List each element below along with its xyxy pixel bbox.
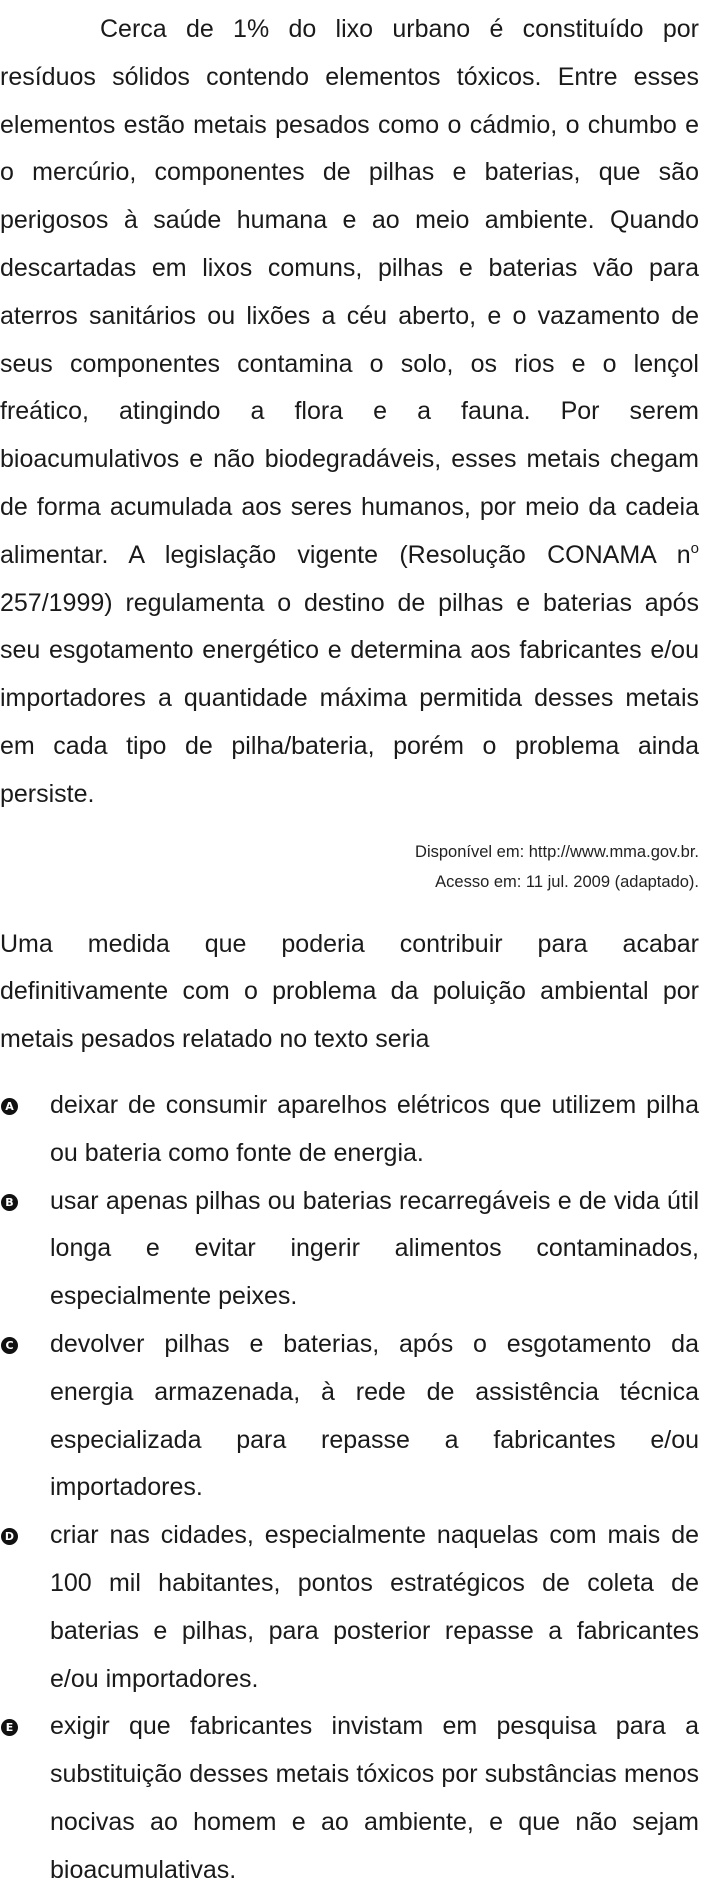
option-b-letter-badge: B [1,1194,18,1211]
option-b[interactable] [0,1178,699,1321]
option-e-letter-badge: E [1,1719,18,1736]
option-a-letter-badge: A [1,1098,18,1115]
ordinal-superscript: o [690,539,699,557]
question-page [0,6,715,1894]
option-a[interactable] [0,1082,699,1178]
source-url-line: Disponível em: http://www.mma.gov.br. [415,842,699,861]
option-c-letter-badge: C [1,1337,18,1354]
option-c-text: devolver pilhas e baterias, após o esgotamento da energia armazenada, à rede de assistência técnica especializada para repasse a fabricantes e/ou importadores. [50,1329,699,1502]
option-d-letter-badge: D [1,1528,18,1545]
source-access-line: Acesso em: 11 jul. 2009 (adaptado). [435,872,699,891]
option-c[interactable] [0,1321,699,1512]
passage-text [0,6,699,819]
passage-part-1: Cerca de 1% do lixo urbano é constituído por resíduos sólidos contendo elementos tóxicos. Entre esses elementos estão metais pesados como o cádmio, o chumbo e o mercúrio, componentes de pilhas e baterias, que são perigosos à saúde humana e ao meio ambiente. Quando descartadas em lixos comuns, pilhas e baterias vão para aterros sanitários ou lixões a céu aberto, e o vazamento de seus componentes contamina o solo, os rios e o lençol freático, atingindo a flora e a fauna. Por serem bioacumulativos e não biodegradáveis, esses metais chegam de forma acumulada aos seres humanos, por meio da cadeia alimentar. A legislação vigente (Resolução CONAMA n [0,15,699,569]
question-stem: Uma medida que poderia contribuir para acabar definitivamente com o problema da poluição ambiental por metais pesados relatado no texto seria [0,929,699,1054]
option-e-text: exigir que fabricantes invistam em pesquisa para a substituição desses metais tóxicos por substâncias menos nocivas ao homem e ao ambiente, e que não sejam bioacumulativas. [50,1712,699,1884]
option-e[interactable] [0,1703,699,1894]
answer-options [0,1082,699,1894]
option-d[interactable] [0,1512,699,1703]
option-a-text: deixar de consumir aparelhos elétricos que utilizem pilha ou bateria como fonte de energia. [50,1090,699,1167]
passage-part-2: 257/1999) regulamenta o destino de pilhas e baterias após seu esgotamento energético e determina aos fabricantes e/ou importadores a quantidade máxima permitida desses metais em cada tipo de pilha/bateria, porém o problema ainda persiste. [0,588,699,808]
option-b-text: usar apenas pilhas ou baterias recarregáveis e de vida útil longa e evitar ingerir alimentos contaminados, especialmente peixes. [50,1186,699,1311]
option-d-text: criar nas cidades, especialmente naquelas com mais de 100 mil habitantes, pontos estratégicos de coleta de baterias e pilhas, para posterior repasse a fabricantes e/ou importadores. [50,1521,699,1693]
source-citation [0,837,699,897]
